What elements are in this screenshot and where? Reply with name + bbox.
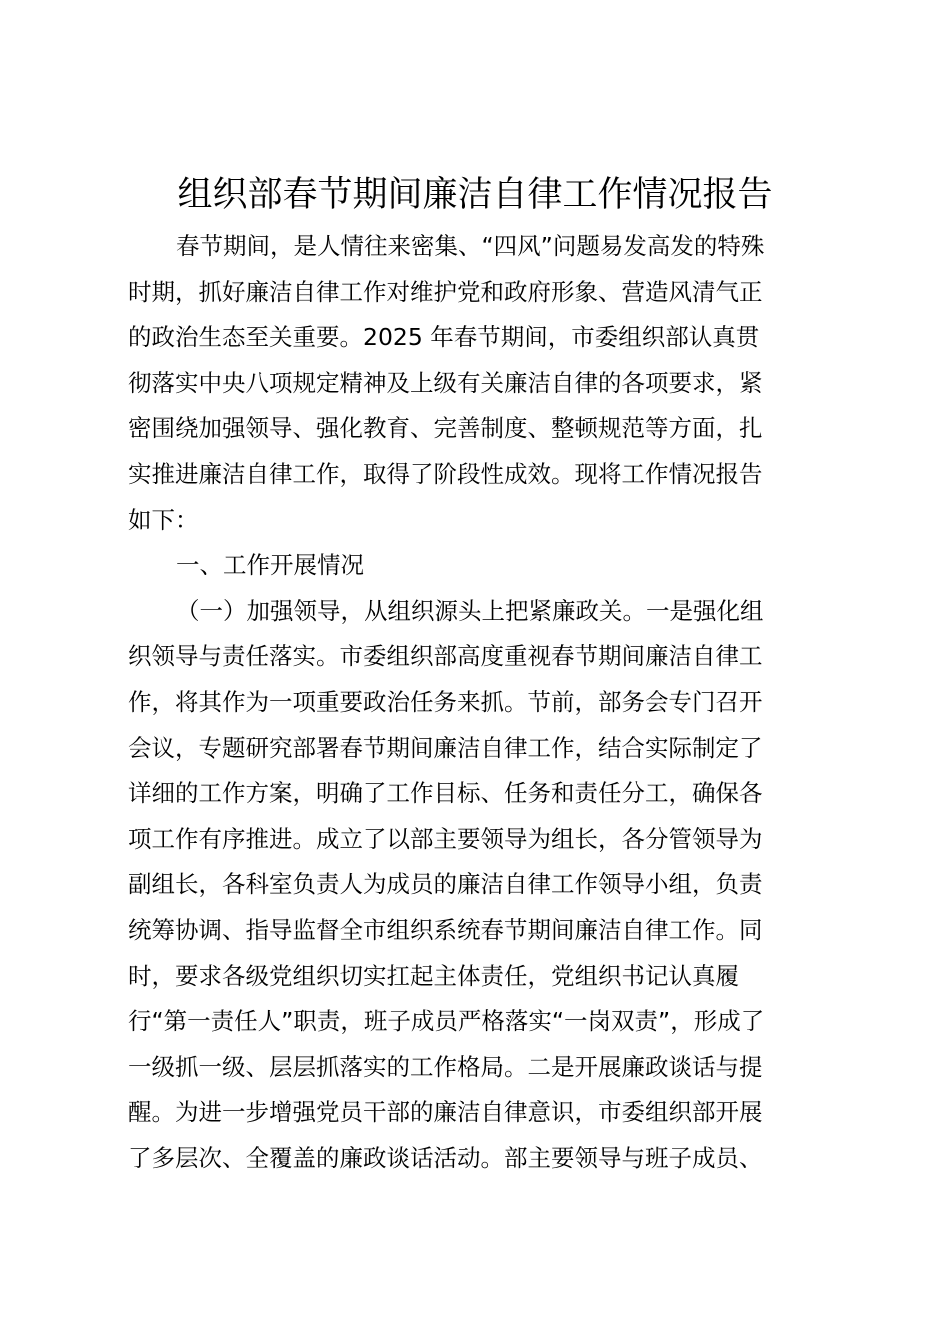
paragraph-line: 会议，专题研究部署春节期间廉洁自律工作，结合实际制定了 <box>128 733 763 762</box>
paragraph-line: 时期，抓好廉洁自律工作对维护党和政府形象、营造风清气正 <box>128 277 763 306</box>
paragraph-line: 一级抓一级、层层抓落实的工作格局。二是开展廉政谈话与提 <box>128 1052 763 1081</box>
paragraph-line: 春节期间，是人情往来密集、“四风”问题易发高发的特殊 <box>176 232 765 260</box>
paragraph-line: 如下： <box>128 505 199 534</box>
paragraph-line: 项工作有序推进。成立了以部主要领导为组长，各分管领导为 <box>128 824 763 853</box>
paragraph-line: 副组长，各科室负责人为成员的廉洁自律工作领导小组，负责 <box>128 870 763 899</box>
paragraph-line: 详细的工作方案，明确了工作目标、任务和责任分工，确保各 <box>128 779 763 808</box>
paragraph-line: 织领导与责任落实。市委组织部高度重视春节期间廉洁自律工 <box>128 642 763 671</box>
document-title: 组织部春节期间廉洁自律工作情况报告 <box>177 175 773 215</box>
paragraph-line: 醒。为进一步增强党员干部的廉洁自律意识，市委组织部开展 <box>128 1098 763 1127</box>
document-body <box>128 224 828 1181</box>
paragraph-line: 行“第一责任人”职责，班子成员严格落实“一岗双责”，形成了 <box>128 1007 765 1036</box>
paragraph-line: 实推进廉洁自律工作，取得了阶段性成效。现将工作情况报告 <box>128 459 763 488</box>
paragraph-line: 时，要求各级党组织切实扛起主体责任，党组织书记认真履 <box>128 961 739 990</box>
paragraph-line: 密围绕加强领导、强化教育、完善制度、整顿规范等方面，扎 <box>128 414 763 443</box>
paragraph-line: 统筹协调、指导监督全市组织系统春节期间廉洁自律工作。同 <box>128 915 763 944</box>
section-heading: 一、工作开展情况 <box>176 551 364 580</box>
paragraph-line: 作，将其作为一项重要政治任务来抓。节前，部务会专门召开 <box>128 687 763 716</box>
paragraph-line: 彻落实中央八项规定精神及上级有关廉洁自律的各项要求，紧 <box>128 368 763 397</box>
paragraph-line: （一）加强领导，从组织源头上把紧廉政关。一是强化组 <box>176 596 764 625</box>
paragraph-line: 的政治生态至关重要。2025 年春节期间，市委组织部认真贯 <box>128 323 760 352</box>
paragraph-line: 了多层次、全覆盖的廉政谈话活动。部主要领导与班子成员、 <box>128 1143 763 1172</box>
